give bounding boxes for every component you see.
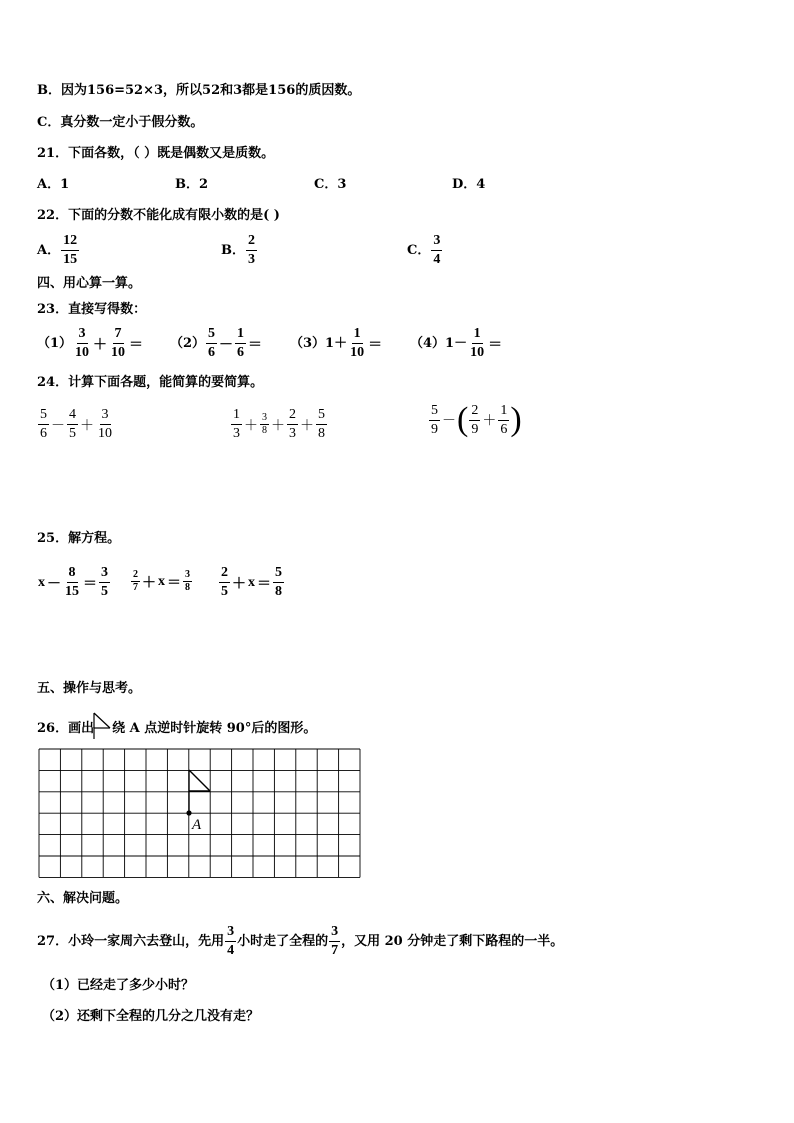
- fraction: $\frac{3}{4}$: [433, 233, 441, 267]
- q25-equation-3: $\frac{2}{5}$ ＋ x ＝ $\frac{5}{8}$: [221, 565, 282, 599]
- q23-item-3: （3）1＋ $\frac{1}{10}$ ＝: [290, 326, 383, 360]
- q25-equation-1: x － $\frac{8}{15}$ ＝ $\frac{3}{5}$: [38, 565, 108, 599]
- section-5-heading: 五、操作与思考。: [37, 681, 142, 696]
- fraction: $\frac{2}{3}$: [248, 233, 255, 267]
- q24-expression-1: $\frac{5}{6}$ － $\frac{4}{5}$ ＋ $\frac{3}{10}$: [40, 407, 112, 441]
- q22-option-c: C． $\frac{3}{4}$: [407, 233, 441, 267]
- q27-subquestion-1: （1）已经走了多少小时？: [42, 978, 195, 993]
- question-21: 21．下面各数，（ ）既是偶数又是质数。: [37, 146, 275, 161]
- flag-shape-icon: [92, 712, 114, 740]
- fraction: $\frac{12}{15}$: [63, 233, 78, 267]
- q24-expression-2: $\frac{1}{3}$ ＋ $\frac{3}{8}$ ＋ $\frac{2}{3}$ ＋ $\frac{5}{8}$: [233, 407, 325, 441]
- rotation-grid: [38, 748, 362, 878]
- question-22: 22．下面的分数不能化成有限小数的是( ): [37, 208, 280, 223]
- question-25: 25．解方程。: [37, 531, 121, 546]
- point-a: [186, 810, 191, 815]
- q23-item-2: （2） $\frac{5}{6}$ － $\frac{1}{6}$ ＝: [170, 326, 263, 360]
- question-23: 23．直接写得数：: [37, 302, 147, 317]
- q27-subquestion-2: （2）还剩下全程的几分之几没有走？: [42, 1009, 260, 1024]
- question-26: 26．画出 绕 A 点逆时针旋转 90°后的图形。: [37, 712, 316, 740]
- q24-expression-3: $\frac{5}{9}$ －( $\frac{2}{9}$ ＋ $\frac{1}{6}$ ): [431, 401, 522, 438]
- q21-option-b: B．2: [175, 177, 209, 192]
- section-4-heading: 四、用心算一算。: [37, 276, 142, 291]
- question-20-option-b: B．因为156=52×3，所以52和3都是156的质因数。: [37, 83, 361, 98]
- q23-item-4: （4）1－ $\frac{1}{10}$ ＝: [410, 326, 503, 360]
- q21-option-a: A．1: [37, 177, 70, 192]
- question-20-option-c: C．真分数一定小于假分数。: [37, 115, 204, 130]
- q25-equation-2: $\frac{2}{7}$ ＋ x ＝ $\frac{3}{8}$: [133, 569, 190, 593]
- point-a-label: A: [192, 817, 202, 833]
- question-24: 24．计算下面各题，能简算的要简算。: [37, 375, 264, 390]
- q22-option-b: B． $\frac{2}{3}$: [221, 233, 255, 267]
- flag-diagonal: [189, 770, 210, 791]
- section-6-heading: 六、解决问题。: [37, 891, 129, 906]
- q22-option-a: A． $\frac{12}{15}$: [37, 233, 78, 267]
- q21-option-c: C．3: [314, 177, 347, 192]
- q21-option-d: D．4: [452, 177, 486, 192]
- q23-item-1: （1） $\frac{3}{10}$ ＋ $\frac{7}{10}$ ＝: [37, 326, 144, 360]
- question-27: 27．小玲一家周六去登山，先用 $\frac{3}{4}$ 小时走了全程的 $\frac{3}{7}$ ，又用 20 分钟走了剩下路程的一半。: [37, 924, 564, 958]
